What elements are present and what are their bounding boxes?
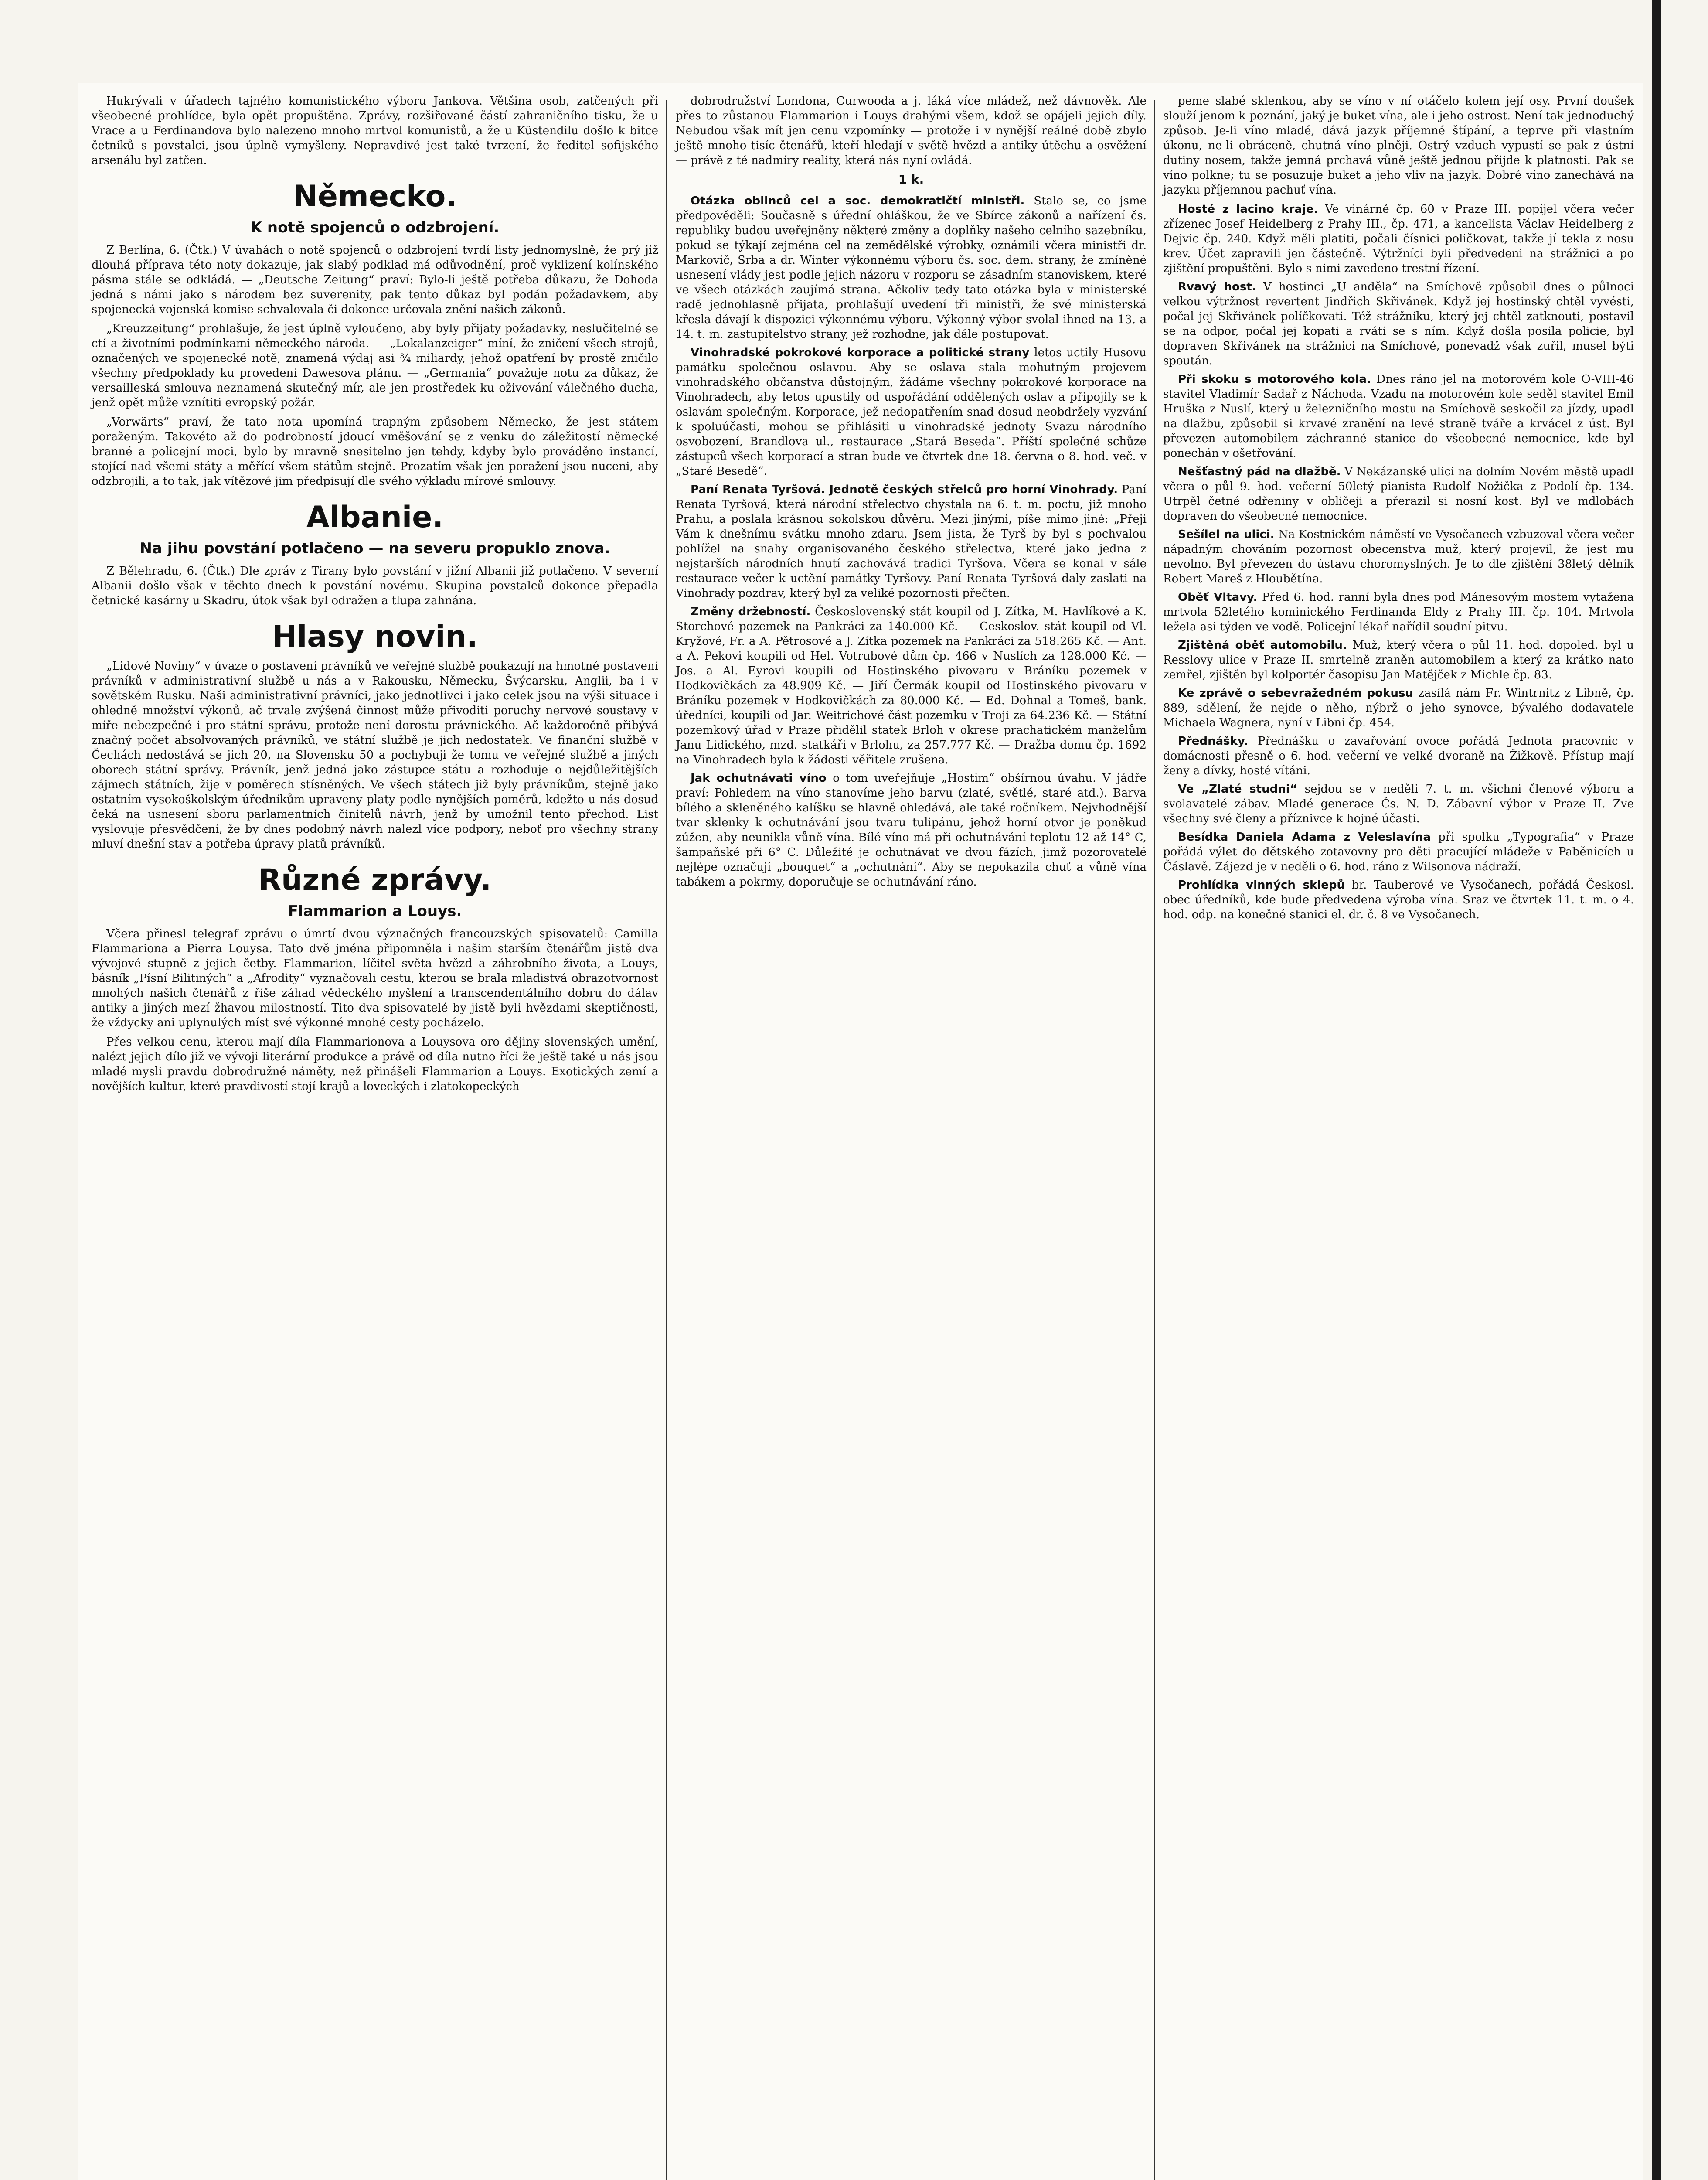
item-head: Hosté z lacino kraje. (1178, 203, 1318, 216)
item-text: letos uctily Husovu památku společnou oslavou. Aby se oslava stala mohutným projevem vinohradského občanstva důstojným, žádáme všechny pokrokové korporace na Vinohradech, aby letos upustily od uspořádání oddělených oslav a připojily se k oslavám společným. Korporace, jež nedopatřením snad dosud neobdržely vyzvání k spoluúčasti, mohou se přihlásiti u vinohradské jednoty Svazu národního osvobození, Brandlova ul., restaurace „Stará Beseda“. Příští společné schůze zástupců všech korporací a stran bude ve čtvrtek dne 18. června o 8. hod. več. v „Staré Besedě“. (676, 346, 1147, 478)
article-text: dobrodružství Londona, Curwooda a j. láká více mládež, než dávnověk. Ale přes to zůstanou Flammarion i Louys drahými všem, kdož se opájeli jejich díly. Nebudou však mít jen cenu vzpomínky — protože i v nynější reálné době zbylo ještě mnoho tisíc čtenářů, kteří hledají v světě hvězd a antiky útěchu a osvěžení — právě z té nadmíry reality, která nás nyní ovládá. (676, 95, 1147, 167)
article-text: Z Berlína, 6. (Čtk.) V úvahách o notě spojenců o odzbrojení tvrdí listy jednomyslně, že prý již dlouhá příprava této noty dokazuje, jak slabý podklad má odůvodnění, proč vyklizení kolínského pásma stále se odkládá. — „Deutsche Zeitung“ praví: Bylo-li ještě potřeba důkazu, že Dohoda jedná s námi jako s národem bez suverenity, pak tento důkaz byl podán požadavkem, aby spojenecká vojenská komise schvalovala či dokonce určovala znění našich zákonů. (92, 244, 658, 316)
news-item (676, 482, 1147, 601)
article-subtitle: Na jihu povstání potlačeno — na severu propuklo znova. (139, 540, 610, 557)
item-text: Před 6. hod. ranní byla dnes pod Mánesovým mostem vytažena mrtvola 52letého kominického Ferdinanda Eldy z Prahy III. čp. 104. Mrtvola ležela asi týden ve vodě. Policejní lékař nařídil soudní pitvu. (1163, 591, 1634, 634)
news-item (1163, 878, 1634, 922)
article-text: Přes velkou cenu, kterou mají díla Flammarionova a Louysova oro dějiny slovenských umění, nalézt jejich dílo již ve vývoji literární produkce a právě od díla nutno říci že ještě také u nás jsou mladé mysli pravdu dobrodružné náměty, než přinášeli Flammarion a Louys. Exotických zemí a novějších kultur, které pravdivostí stojí krajů a loveckých i zlatokopeckých (92, 1036, 658, 1093)
article-text: Hukrývali v úřadech tajného komunistického výboru Jankova. Většina osob, zatčených při všeobecné prohlídce, byla opět propuštěna. Zprávy, rozšiřované částí zahraničního tisku, že u Vrace a u Ferdinandova bylo nalezeno mnoho mrtvol komunistů, a že u Küstendilu došlo k bitce četníků s povstalci, jsou úplně vymyšleny. Nepravdivé jest také tvrzení, že ředitel sofijského arsenálu byl zatčen. (92, 95, 658, 167)
news-item (1163, 686, 1634, 730)
article-text: Z Bělehradu, 6. (Čtk.) Dle zpráv z Tirany bylo povstání v jižní Albanii již potlačeno. V severní Albanii došlo však v těchto dnech k povstání novému. Skupina povstalců dokonce přepadla četnické kasárny u Skadru, útok však byl odražen a tlupa zahnána. (92, 565, 658, 607)
article-text: „Kreuzzeitung“ prohlašuje, že jest úplně vyloučeno, aby byly přijaty požadavky, neslučitelné se ctí a životními podmínkami německého národa. — „Lokalanzeiger“ míní, že zničení všech strojů, označených ve spojenecké notě, znamená výdaj asi ¾ miliardy, jehož opatření by prostě zničilo všechny předpoklady ku provedení Dawesova plánu. — „Germania“ považuje notu za důkaz, že versailleská smlouva neznamená skutečný mír, ale jen prostředek ku oživování válečného ducha, jenž opět může vznítiti evropský požár. (92, 322, 658, 409)
section-title: Hlasy novin. (272, 620, 478, 654)
article-subtitle: K notě spojenců o odzbrojení. (250, 219, 500, 236)
item-head: Jak ochutnávati víno (691, 772, 827, 785)
item-text: Na Kostnickém náměstí ve Vysočanech vzbuzoval včera večer nápadným chováním pozornost obecenstva muž, který projevil, že jest mu nevolno. Byl převezen do ústavu choromyslných. Je to dle zjištění 38letý dělník Robert Mareš z Hloubětína. (1163, 528, 1634, 586)
item-head: Přednášky. (1178, 735, 1249, 748)
item-head: Změny držebností. (691, 605, 811, 618)
item-head: Otázka oblinců cel a soc. demokratičtí ministři. (691, 194, 1025, 208)
item-text: Československý stát koupil od J. Zítka, M. Havlíkové a K. Storchové pozemek na Pankráci za 140.000 Kč. — Ceskoslov. stát koupil od Vl. Kryžové, Fr. a A. Pětrosové a J. Zítka pozemek na Pankráci za 518.265 Kč. — Ant. a A. Pekovi koupili od Hel. Votrubové dům čp. 466 v Nuslích za 128.000 Kč. — Jos. a Al. Eyrovi koupili od Hostinského pivovaru v Bráníku pozemek v Hodkovičkách za 48.909 Kč. — Jiří Čermák koupil od Hostinského pivovaru v Bráníku pozemek v Hodkovičkách za 80.000 Kč. — Ed. Dohnal a Tomeš, bank. úředníci, koupili od Jar. Weitrichové část pozemku v Troji za 64.236 Kč. — Státní pozemkový úřad v Praze přidělil statek Brloh v okrese prachatickém manželům Janu Lidického, mzd. statkáři v Brlohu, za 257.777 Kč. — Dražba domu čp. 1692 na Vinohradech byla k žádosti věřitele zrušena. (676, 605, 1147, 766)
item-head: Ke zprávě o sebevražedném pokusu (1178, 687, 1413, 700)
item-head: Oběť Vltavy. (1178, 591, 1258, 604)
column-3 (1163, 94, 1634, 926)
item-text: Ve vinárně čp. 60 v Praze III. popíjel včera večer zřízenec Josef Heidelberg z Prahy III., čp. 471, a kancelista Václav Heidelberg z Dejvic čp. 240. Když měli platiti, počali čísnici poličkovat, takže jí tekla z nosu krev. Účet zapravili jen částečně. Výtržníci byli předvedeni na strážnici a po zjištění propuštěni. Bylo s nimi zavedeno trestní řízení. (1163, 203, 1634, 275)
item-head: Paní Renata Tyršová. Jednotě českých střelců pro horní Vinohrady. (691, 483, 1118, 496)
item-text: V Nekázanské ulici na dolním Novém městě upadl včera o půl 9. hod. večerní 50letý pianista Rudolf Nožička z Podolí čp. 134. Utrpěl četné odřeniny v obličeji a přerazil si nosní kost. Byl ve mdlobách dopraven do všeobecné nemocnice. (1163, 465, 1634, 523)
item-head: Nešťastný pád na dlažbě. (1178, 465, 1341, 478)
news-item (1163, 202, 1634, 276)
news-item (1163, 782, 1634, 826)
news-item (676, 604, 1147, 767)
item-head: Prohlídka vinných sklepů (1178, 879, 1345, 892)
article-text: Včera přinesl telegraf zprávu o úmrtí dvou význačných francouzských spisovatelů: Camilla Flammariona a Pierra Louysa. Tato dvě jména připomněla i našim starším čtenářům jistě dva vývojové stupně z jejich četby. Flammarion, líčitel světa hvězd a záhrobního života, a Louys, básník „Písní Bilitiných“ a „Afrodity“ vyznačovali cestu, kterou se brala mladistvá obrazotvornost mnohých našich čtenářů z říše záhad vědeckého myšlení a transcendentálního dobru do dálav antiky a jiných mezí žhavou milostností. Tito dva spisovatelé by jistě byli hvězdami skeptičnosti, že vždycky ani uplynulých míst své výkonné mnohé cesty pocházelo. (92, 927, 658, 1029)
item-head: Zjištěná oběť automobilu. (1178, 639, 1347, 652)
item-text: Přednášku o zavařování ovoce pořádá Jednota pracovnic v domácnosti přesně o 6. hod. večerní ve velké dvoraně na Žižkově. Přístup mají ženy a dívky, hosté vítáni. (1163, 735, 1634, 777)
news-item (676, 194, 1147, 342)
signature: 1 k. (898, 172, 924, 187)
news-item (1163, 638, 1634, 682)
section-title: Albanie. (306, 500, 444, 535)
item-text: zasílá nám Fr. Wintrnitz z Libně, čp. 889, sdělení, že nejde o něho, nýbrž o jeho synovce, bývalého dodavatele Michaela Wagnera, nyní v Libni čp. 454. (1163, 687, 1634, 729)
item-text: o tom uveřejňuje „Hostim“ obšírnou úvahu. V jádře praví: Pohledem na víno stanovíme jeho barvu (zlaté, světlé, staré atd.). Barva bílého a skleněného kalíšku se hlavně ohledává, ale také ročníkem. Nejvhodnější tvar sklenky k ochutnávání jsou tvaru tulipánu, jehož horní otvor je poněkud zúžen, aby neunikla vůně vína. Bílé víno má při ochutnávání teplotu 12 až 14° C, šampaňské při 6° C. Důležité je ochutnávat ve dvou fázích, jimž pozorovatelé nejlépe označují „bouquet“ a „ochutnání“. Aby se nepokazila chuť a vůně vína tabákem a pokrmy, doporučuje se ochutnávání ráno. (676, 772, 1147, 889)
item-head: Sešílel na ulici. (1178, 528, 1275, 541)
article-text: „Lidové Noviny“ v úvaze o postavení právníků ve veřejné službě poukazují na hmotné postavení právníků v administrativní službě u nás a v Rakousku, Německu, Švýcarsku, Anglii, ba i v sovětském Rusku. Naši administrativní právníci, jako jednotlivci i jako celek jsou na výši situace i ohledně množství výkonů, ač trvale zvýšená činnost může přivoditi poruchy nervové soustavy v míře nebezpečné i pro státní správu, protože není dorostu právnického. Ač každoročně přibývá značný počet absolvovaných právníků, ve státní službě je jich nedostatek. Ve finanční službě v Čechách nedostává se jich 20, na Slovensku 50 a pochybuji že tomu ve veřejné službě a jiných oborech státní správy. Právník, jenž jedná jako zástupce státu a rozhoduje o nejdůležitějších zájmech státních, žije v poměrech stísněných. Ve všech státech již byly právníkům, stejně jako ostatním vysokoškolským úředníkům upraveny platy podle nynějších poměrů, kdežto u nás dosud čeká na usnesení sboru parlamentních činitelů návrh, jenž by umožnil tento přechod. List vyslovuje přesvědčení, že by dnes podobný návrh nalezl více podpory, neboť pro všechny strany mluví dnešní stav a potřeba úpravy platů právníků. (92, 660, 658, 851)
column-1 (92, 94, 658, 1098)
item-head: Rvavý host. (1178, 280, 1256, 293)
item-text: Paní Renata Tyršová, která národní střelectvo chystala na 6. t. m. poctu, již mnoho Prahu, a poslala krásnou sokolskou důvěru. Mezi jinými, píše mimo jiné: „Přeji Vám k dnešnímu svátku mnoho zdaru. Jsem jista, že Tyrš by byl s pochvalou pohlížel na snahy organisovaného českého střelectva, které jako jedna z nejstarších národních hnutí zachovává tradici Tyršova. Včera se konal v sále restaurace večer k uctění památky Tyršovy. Paní Renata Tyršová daly zaslati na Vinohrady pozdrav, který byl za veliké pozornosti přečten. (676, 483, 1147, 600)
news-item (1163, 279, 1634, 368)
news-item (1163, 464, 1634, 524)
news-item (676, 345, 1147, 479)
news-item (1163, 734, 1634, 778)
article-subtitle: Flammarion a Louys. (288, 903, 462, 920)
scan-edge (1652, 0, 1661, 2180)
item-text: Stalo se, co jsme předpověděli: Současně s úřední ohláškou, že ve Sbírce zákonů a nařízení čs. republiky budou uveřejněny některé změny a doplňky našeho celního sazebníku, pokud se týkají zejména cel na zemědělské výrobky, oznámili včera ministři dr. Markovič, Srba a dr. Winter výkonnému výboru čs. soc. dem. strany, že zmíněné usnesení vlády jest podle jejich názoru v rozporu se zásadním stanoviskem, které ve všech otázkách zaujímá strana. Ačkoliv tedy tato otázka byla v ministerské radě jednohlasně přijata, prohlašují uvedení tři ministři, že své ministerská křesla dávají k dispozici výkonnému výboru. Výkonný výbor svolal ihned na 13. a 14. t. m. zastupitelstvo strany, jež rozhodne, jak dále postupovat. (676, 194, 1147, 341)
news-item (1163, 372, 1634, 461)
news-item (676, 771, 1147, 889)
section-title: Německo. (293, 179, 457, 214)
news-item (1163, 830, 1634, 874)
column-2 (676, 94, 1147, 893)
item-text: br. Tauberové ve Vysočanech, pořádá Českosl. obec úředníků, kde bude předvedena výroba vína. Sraz ve čtvrtek 11. t. m. o 4. hod. odp. na konečné stanici el. dr. č. 8 ve Vysočanech. (1163, 879, 1634, 921)
item-head: Při skoku s motorového kola. (1178, 373, 1371, 386)
column-rule (666, 100, 667, 2180)
news-item (1163, 590, 1634, 634)
item-text: Dnes ráno jel na motorovém kole O-VIII-46 stavitel Vladimír Sadař z Náchoda. Vzadu na motorovém kole seděl stavitel Emil Hruška z Nuslí, který u železničního mostu na Smíchově seskočil za jízdy, upadl na dlažbu, způsobil si krvavé zranění na levé straně tváře a krvácel z úst. Byl převezen automobilem záchranné stanice do všeobecné nemocnice, kde byl ponechán v ošetřování. (1163, 373, 1634, 460)
item-text: sejdou se v neděli 7. t. m. všichni členové výboru a svolavatelé zábav. Mladé generace Čs. N. D. Zábavní výbor v Praze II. Zve všechny své členy a příznivce k hojné účasti. (1163, 783, 1634, 825)
article-text: peme slabé sklenkou, aby se víno v ní otáčelo kolem její osy. První doušek slouží jenom k poznání, jaký je buket vína, ale i jeho ostrost. Není tak jednoduchý způsob. Je-li víno mladé, dává jazyk příjemné štípání, a teprve při vlastním úkonu, ne-li obráceně, chutná víno plněji. Ostrý vzduch vypustí se pak z ústní dutiny nosem, takže jemná prchavá vůně ještě jednou přijde k platnosti. Pak se víno polkne; tu se posuzuje buket a jeho vliv na jazyk. Dobré víno zanechává na jazyku příjemnou pachuť vína. (1163, 95, 1634, 197)
item-text: V hostinci „U anděla“ na Smíchově způsobil dnes o půlnoci velkou výtržnost revertent Jindřich Skřivánek. Když jej hostinský chtěl vyvésti, počal jej Skřivánek políčkovati. Též strážníku, který jej chtěl zatknouti, postavil se na odpor, počal jej kopati a rváti se s ním. Když došla posila policie, byl dopraven Skřivánek na strážnici na Smíchově, ponevadž však zuřil, musel býti spoután. (1163, 280, 1634, 368)
article-text: „Vorwärts“ praví, že tato nota upomíná trapným způsobem Německo, že jest státem poraženým. Takovéto až do podrobností jdoucí vměšování se z venku do záležitostí německé branné a policejní moci, bylo by mravně snesitelno jen tehdy, kdyby bylo prováděno instancí, stojící nad všemi státy a měřící všem státům stejně. Prozatím však jen poražení jsou nuceni, aby odzbrojili, a to tak, jak vítězové jim předpisují dle svého výkladu mírové smlouvy. (92, 416, 658, 488)
item-head: Vinohradské pokrokové korporace a politické strany (691, 346, 1030, 359)
item-text: Muž, který včera o půl 11. hod. dopoled. byl u Resslovy ulice v Praze II. smrtelně zraněn automobilem a který za krátko nato zemřel, zjištěn byl kolportér časopisu Jan Matějček z Michle čp. 83. (1163, 639, 1634, 681)
column-rule (1154, 100, 1155, 2180)
item-text: při spolku „Typografia“ v Praze pořádá výlet do dětského zotavovny pro děti pracující mládeže v Paběnicích u Čáslavě. Zájezd je v neděli o 6. hod. ráno z Wilsonova nádraží. (1163, 831, 1634, 873)
item-head: Ve „Zlaté studni“ (1178, 783, 1297, 796)
item-head: Besídka Daniela Adama z Veleslavína (1178, 831, 1431, 844)
section-title: Různé zprávy. (258, 863, 492, 897)
news-item (1163, 527, 1634, 586)
